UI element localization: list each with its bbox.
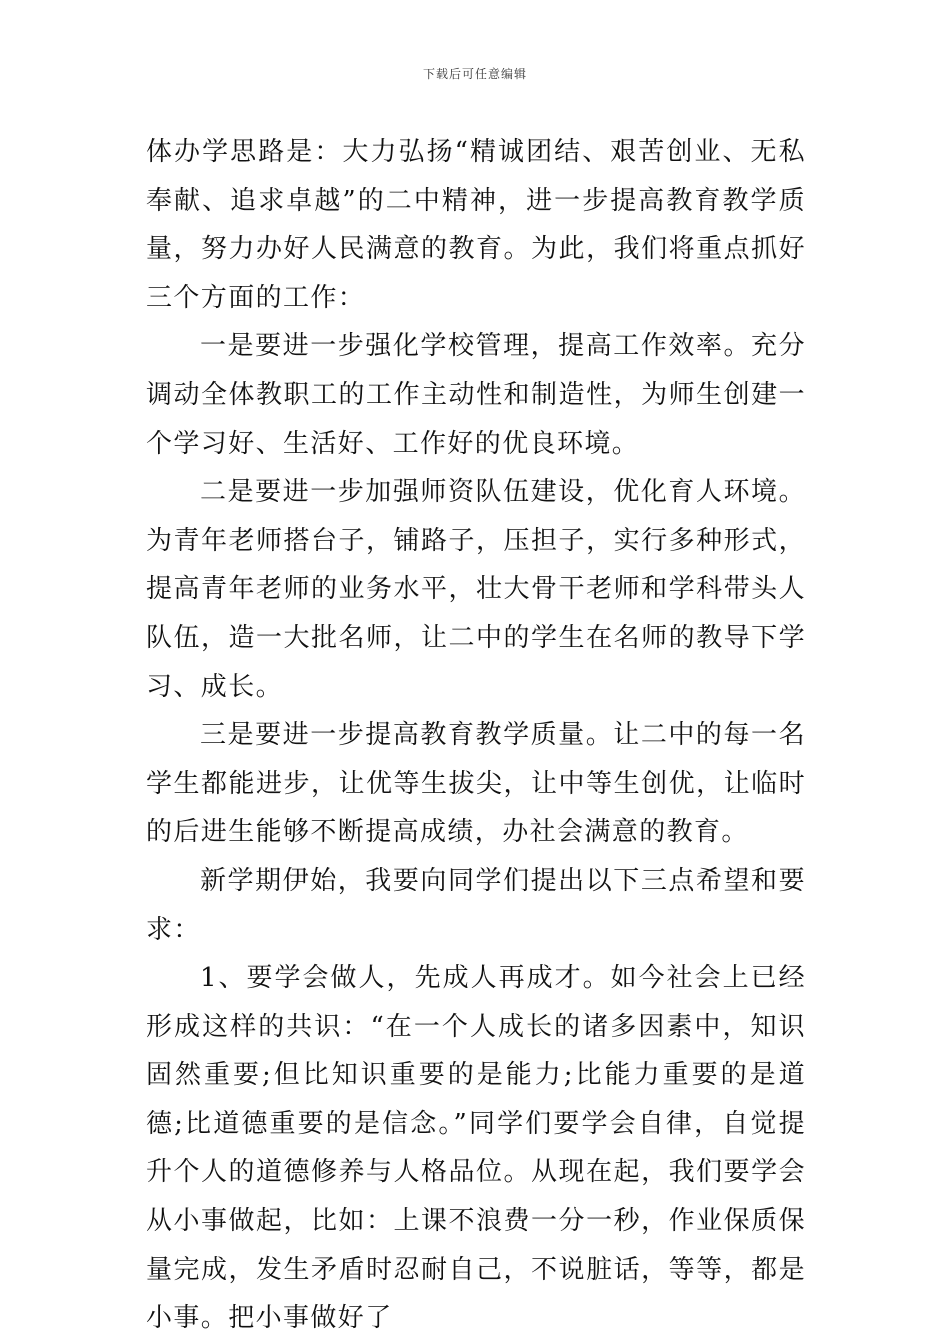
page-header: 下载后可任意编辑 [422,67,527,81]
paragraph-learn-to-be-human: 1、要学会做人，先成人再成才。如今社会上已经形成这样的共识：“在一个人成长的诸多因素中，知识固然重要;但比知识重要的是能力;比能力重要的是道德;比道德重要的是信念。”同学们要学会自律，自觉提升个人的道德修养与人格品位。从现在起，我们要学会从小事做起，比如：上课不浪费一分一秒，作业保质保量完成，发生矛盾时忍耐自己，不说脏话，等等，都是小事。把小事做好了 [146,963,806,1334]
paragraph-school-management: 一是要进一步强化学校管理，提高工作效率。充分调动全体教职工的工作主动性和制造性，为师生创建一个学习好、生活好、工作好的优良环境。 [146,331,806,459]
paragraph-expectations-intro: 新学期伊始，我要向同学们提出以下三点希望和要求： [146,865,806,945]
paragraph-school-philosophy: 体办学思路是：大力弘扬“精诚团结、艰苦创业、无私奉献、追求卓越”的二中精神，进一步提高教育教学质量，努力办好人民满意的教育。为此，我们将重点抓好三个方面的工作： [146,137,806,313]
document-body [146,128,806,1343]
paragraph-teaching-quality: 三是要进一步提高教育教学质量。让二中的每一名学生都能进步，让优等生拔尖，让中等生创优，让临时的后进生能够不断提高成绩，办社会满意的教育。 [146,720,806,848]
paragraph-teacher-development: 二是要进一步加强师资队伍建设，优化育人环境。为青年老师搭台子，铺路子，压担子，实行多种形式，提高青年老师的业务水平，壮大骨干老师和学科带头人队伍，造一大批名师，让二中的学生在名师的教导下学习、成长。 [146,477,806,702]
